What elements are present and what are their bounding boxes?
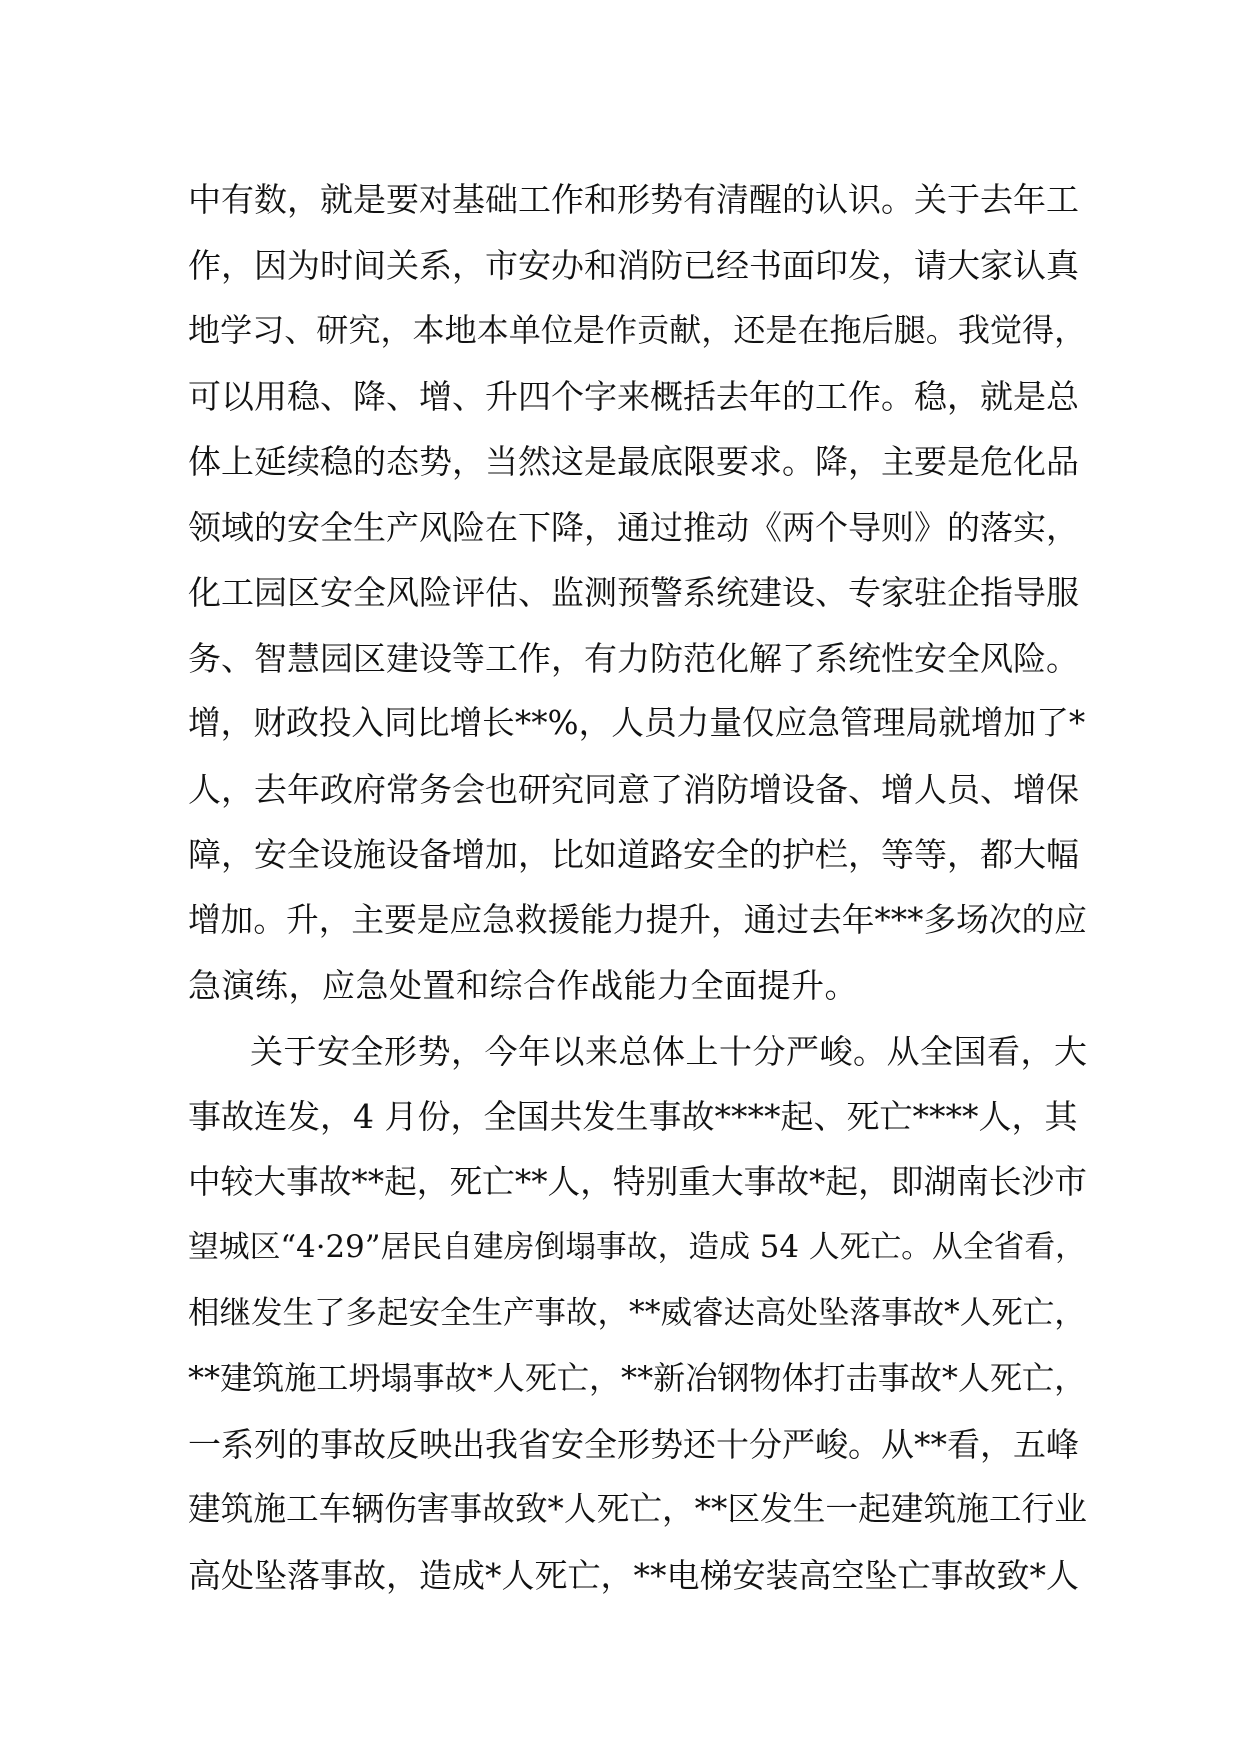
text-line: 急演练，应急处置和综合作战能力全面提升。 [188,966,858,1005]
text-line: 中有数，就是要对基础工作和形势有清醒的认识。关于去年工 [188,180,1079,219]
paragraph-1 [188,167,1088,1019]
text-line: 体上延续稳的态势，当然这是最底限要求。降，主要是危化品 [188,442,1079,481]
text-line: 增，财政投入同比增长**%，人员力量仅应急管理局就增加了* [188,704,1086,742]
text-line: 人，去年政府常务会也研究同意了消防增设备、增人员、增保 [188,769,1079,809]
text-line: 障，安全设施设备增加，比如道路安全的护栏，等等，都大幅 [188,835,1079,874]
text-line: 高处坠落事故，造成*人死亡，**电梯安装高空坠亡事故致*人 [188,1555,1079,1595]
text-line: 可以用稳、降、增、升四个字来概括去年的工作。稳，就是总 [188,376,1079,416]
paragraph-2 [188,1019,1088,1609]
text-line: 务、智慧园区建设等工作，有力防范化解了系统性安全风险。 [188,638,1079,678]
text-line: 一系列的事故反映出我省安全形势还十分严峻。从**看，五峰 [188,1424,1079,1464]
text-line: 领域的安全生产风险在下降，通过推动《两个导则》的落实， [188,507,1079,547]
text-line: 化工园区安全风险评估、监测预警系统建设、专家驻企指导服 [188,573,1079,612]
text-line-indented: 关于安全形势，今年以来总体上十分严峻。从全国看，大 [250,1031,1088,1071]
text-line: 建筑施工车辆伤害事故致*人死亡，**区发生一起建筑施工行业 [188,1490,1087,1528]
text-line: **建筑施工坍塌事故*人死亡，**新冶钢物体打击事故*人死亡， [188,1359,1087,1397]
text-line: 地学习、研究，本地本单位是作贡献，还是在拖后腿。我觉得， [188,311,1087,349]
document-body [188,167,1088,1608]
text-line: 作，因为时间关系，市安办和消防已经书面印发，请大家认真 [188,245,1079,285]
text-line: 事故连发，4 月份，全国共发生事故****起、死亡****人，其 [188,1097,1078,1136]
text-line: 相继发生了多起安全生产事故，**威睿达高处坠落事故*人死亡， [188,1294,1086,1331]
text-line: 望城区“4·29”居民自建房倒塌事故，造成 54 人死亡。从全省看， [188,1229,1086,1265]
text-line: 增加。升，主要是应急救援能力提升，通过去年***多场次的应 [188,900,1087,939]
text-line: 中较大事故**起，死亡**人，特别重大事故*起，即湖南长沙市 [188,1162,1087,1201]
